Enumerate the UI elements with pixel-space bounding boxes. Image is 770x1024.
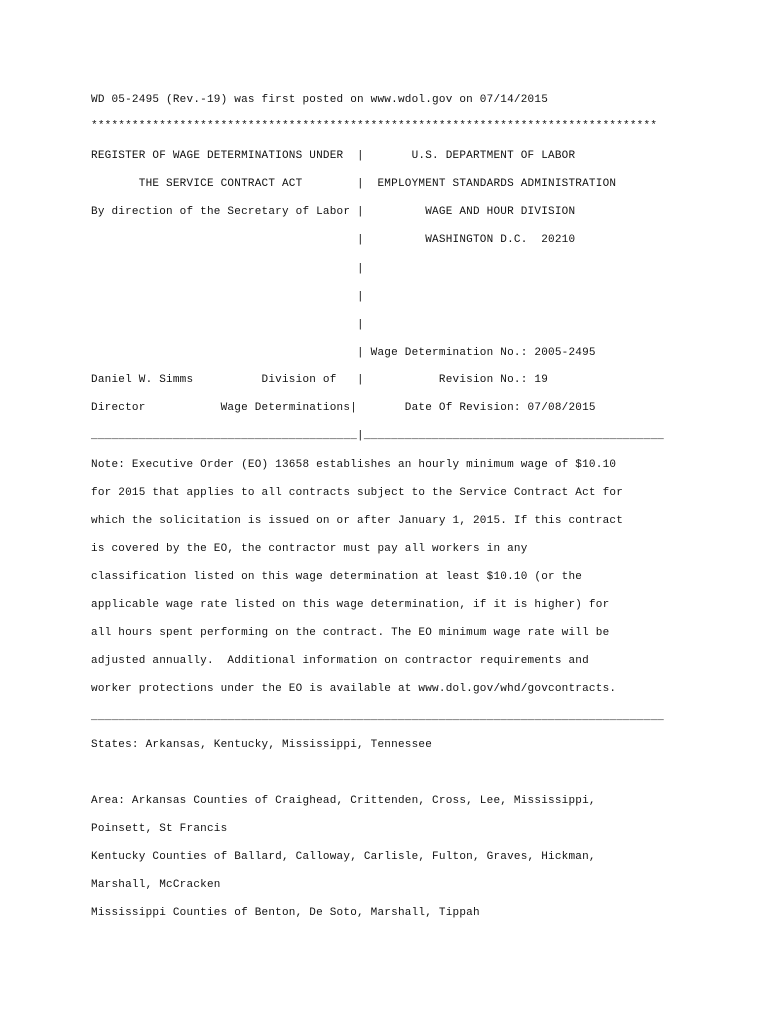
eo-note-line: which the solicitation is issued on or after January 1, 2015. If this contract [91,515,624,527]
posting-notice-line: WD 05-2495 (Rev.-19) was first posted on www.wdol.gov on 07/14/2015 [91,94,549,106]
area-line: Mississippi Counties of Benton, De Soto, Marshall, Tippah [91,907,480,919]
eo-note-line: Note: Executive Order (EO) 13658 establishes an hourly minimum wage of $10.10 [91,459,617,471]
underscore-separator: _______________________________________|____________________________________________ [91,430,664,442]
eo-note-line: applicable wage rate listed on this wage determination, if it is higher) for [91,599,610,611]
eo-note-line: worker protections under the EO is available at www.dol.gov/whd/govcontracts. [91,683,617,695]
header-line-direction: By direction of the Secretary of Labor | WAGE AND HOUR DIVISION [91,206,576,218]
area-line: Area: Arkansas Counties of Craighead, Crittenden, Cross, Lee, Mississippi, [91,795,596,807]
eo-note-line: classification listed on this wage determination at least $10.10 (or the [91,571,583,583]
area-line: Poinsett, St Francis [91,823,228,835]
states-line: States: Arkansas, Kentucky, Mississippi, Tennessee [91,739,433,751]
header-line-register: REGISTER OF WAGE DETERMINATIONS UNDER | U.S. DEPARTMENT OF LABOR [91,150,576,162]
director-revision-line: Daniel W. Simms Division of | Revision No.: 19 [91,374,549,386]
asterisk-separator: *********************************************************************************** [91,120,658,132]
area-line: Marshall, McCracken [91,879,221,891]
eo-note-line: for 2015 that applies to all contracts subject to the Service Contract Act for [91,487,624,499]
header-divider-line: | [91,291,364,303]
area-line: Kentucky Counties of Ballard, Calloway, Carlisle, Fulton, Graves, Hickman, [91,851,596,863]
header-divider-line: | [91,263,364,275]
wage-determination-number: | Wage Determination No.: 2005-2495 [91,347,596,359]
eo-note-line: all hours spent performing on the contract. The EO minimum wage rate will be [91,627,610,639]
header-divider-line: | [91,319,364,331]
header-line-washington: | WASHINGTON D.C. 20210 [91,234,576,246]
header-line-service-act: THE SERVICE CONTRACT ACT | EMPLOYMENT STANDARDS ADMINISTRATION [91,178,617,190]
director-date-line: Director Wage Determinations| Date Of Revision: 07/08/2015 [91,402,596,414]
eo-note-line: is covered by the EO, the contractor must pay all workers in any [91,543,528,555]
eo-note-line: adjusted annually. Additional information on contractor requirements and [91,655,589,667]
underscore-separator: ____________________________________________________________________________________ [91,711,664,723]
